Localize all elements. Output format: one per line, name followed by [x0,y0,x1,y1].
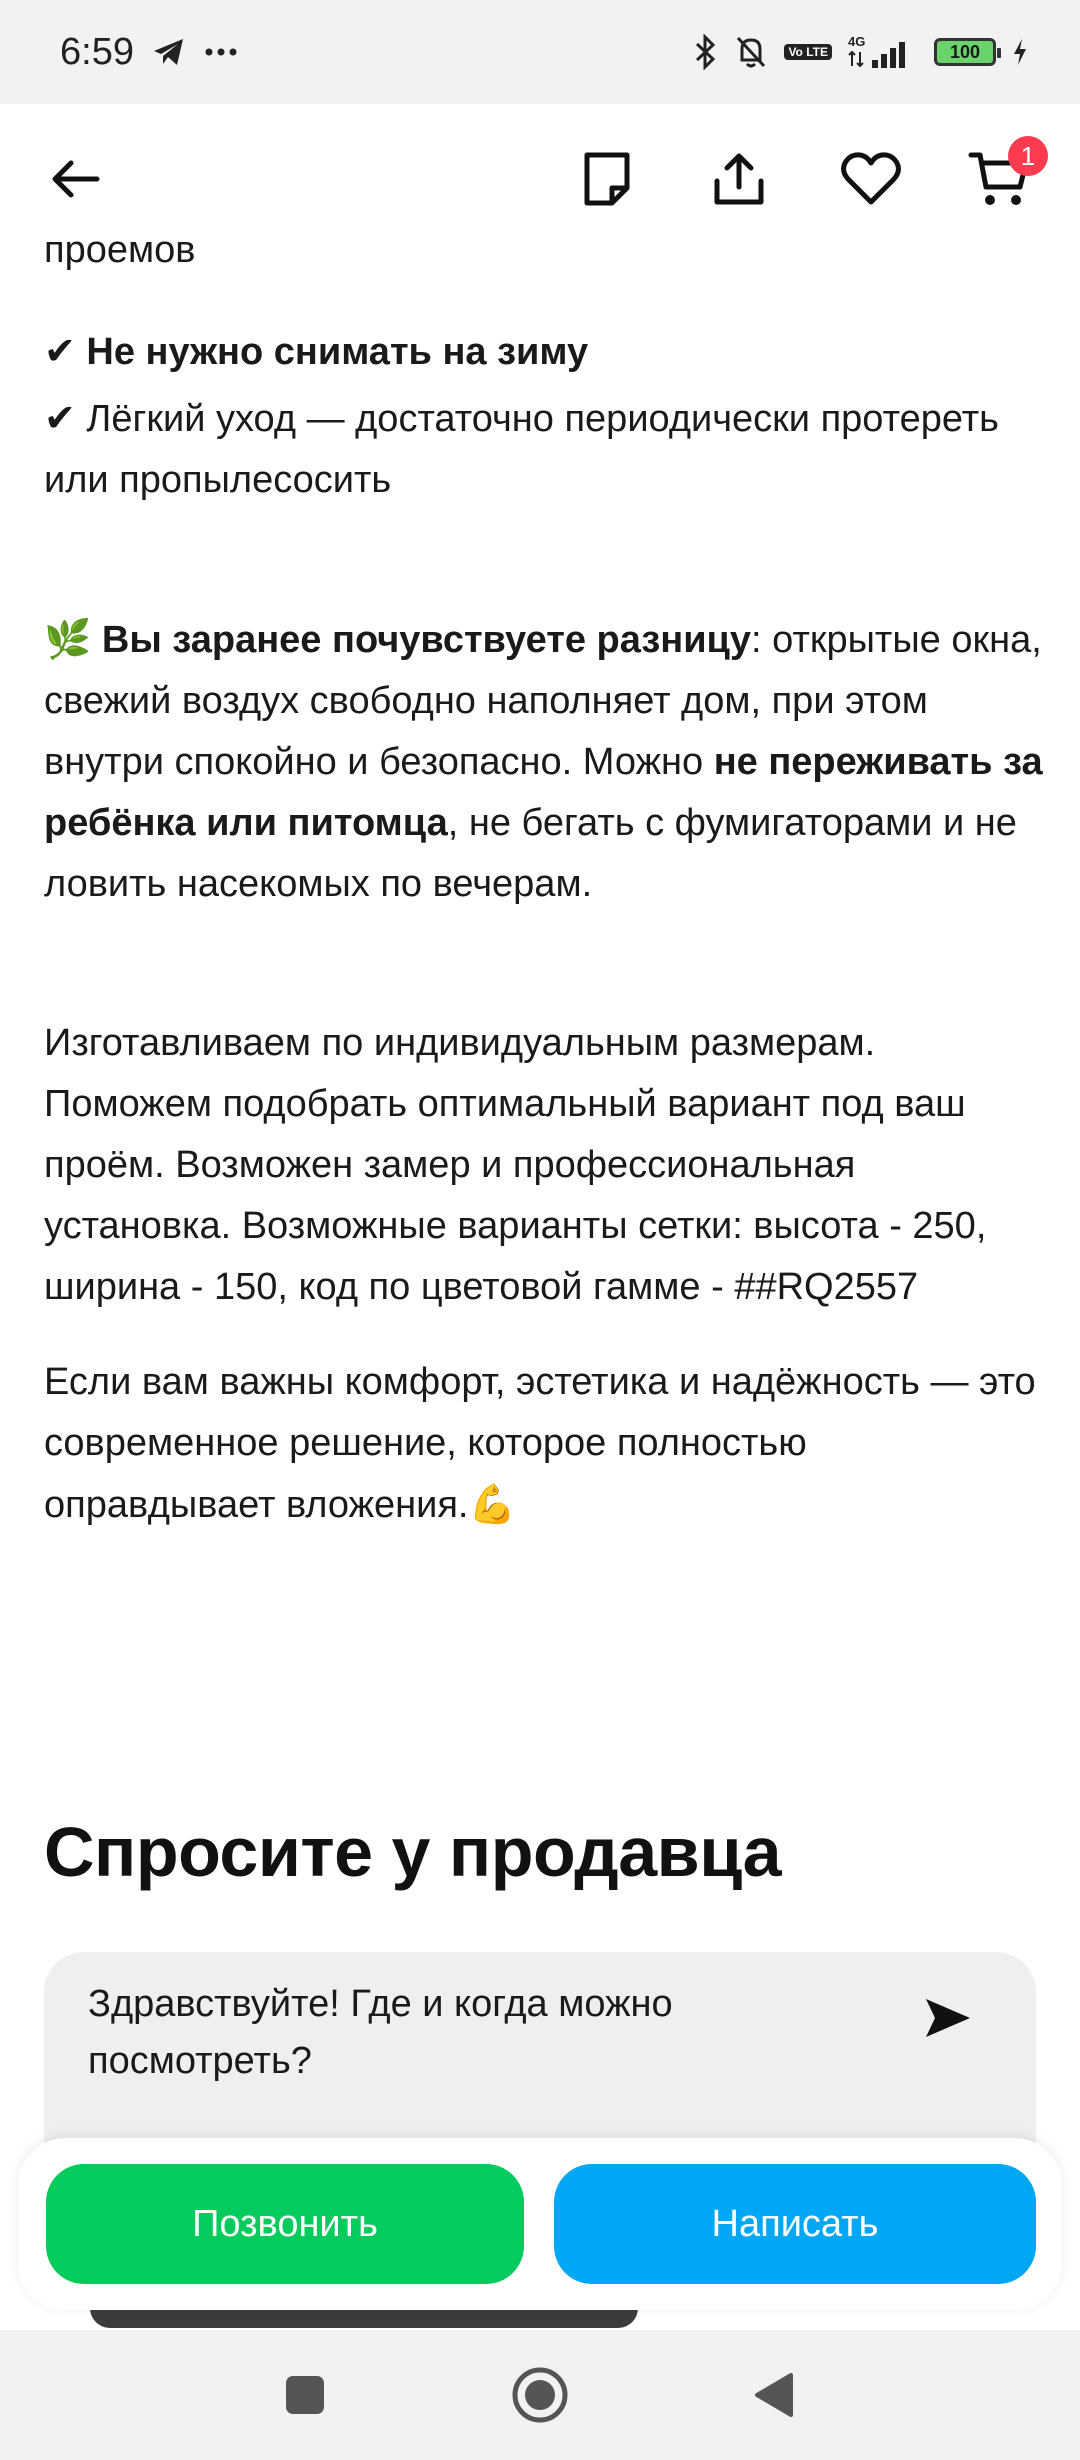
heart-icon [840,151,902,207]
spacer [44,915,1044,1013]
spacer [44,511,1044,609]
app-header [0,104,1080,254]
paragraph-custom-sizes: Изготавливаем по индивидуальным размерам. Поможем подобрать оптимальный вариант под ваш проём. Возможен замер и профессиональная установка. Возможные варианты сетки: высота - 250, ширина - 150, код по цветовой гамме - ##RQ2557 [44,1022,987,1308]
paragraph-difference: 🌿 Вы заранее почувствуете разницу: открытые окна, свежий воздух свободно наполняет дом, при этом внутри спокойно и безопасно. Можно не переживать за ребёнка или питомца, не бегать с фумигаторами и не ловить насекомых по вечерам. [44,617,1043,905]
contact-actions-bar [18,2138,1062,2310]
leaf-icon: 🌿 [44,617,92,661]
spacer [44,1318,1044,1352]
ask-seller-title: Спросите у продавца [44,1813,782,1891]
note-icon [582,150,632,208]
status-bar [0,0,1080,104]
ask-seller-message[interactable]: Здравствуйте! Где и когда можно посмотреть? [88,1983,673,2082]
cart-button[interactable] [966,140,1036,212]
send-button[interactable] [918,1988,978,2048]
back-triangle-icon [751,2371,795,2419]
recents-button[interactable] [270,2360,340,2430]
back-button[interactable] [42,146,108,212]
bullet-no-winter-removal: ✔ Не нужно снимать на зиму [44,331,589,373]
telegram-icon [152,37,186,67]
home-circle-icon [510,2365,570,2425]
square-icon [284,2374,326,2416]
cart-count-badge: 1 [1008,136,1048,176]
arrow-left-icon [49,157,101,201]
status-time: 6:59 [60,30,134,73]
system-nav-bar [0,2330,1080,2460]
more-icon [204,47,238,57]
favorite-button[interactable] [838,146,904,212]
send-icon [923,1996,973,2040]
note-button[interactable] [574,146,640,212]
checkmark-icon: ✔ [44,398,76,440]
volte-icon: Vo LTE [784,44,832,60]
write-button[interactable]: Написать [554,2164,1036,2284]
status-right [694,34,1028,70]
status-left [60,31,238,74]
share-button[interactable] [706,146,772,212]
svg-text:4G: 4G [848,34,866,49]
charging-icon [1012,38,1028,66]
share-icon [711,151,767,207]
bluetooth-icon [694,34,718,70]
call-button[interactable]: Позвонить [46,2164,524,2284]
mute-icon [734,34,768,70]
checkmark-icon: ✔ [44,331,76,373]
flexed-biceps-icon: 💪 [468,1482,516,1526]
back-nav-button[interactable] [738,2360,808,2430]
home-button[interactable] [505,2360,575,2430]
battery-icon: 100 [934,38,996,66]
bullet-easy-care: ✔ Лёгкий уход — достаточно периодически протереть или пропылесосить [44,398,999,501]
cut-off-line: проемов [44,236,196,271]
paragraph-comfort: Если вам важны комфорт, эстетика и надёжность — это современное решение, которое полностью оправдывает вложения.💪 [44,1361,1036,1526]
product-description [44,322,1044,1536]
signal-icon [848,34,918,70]
